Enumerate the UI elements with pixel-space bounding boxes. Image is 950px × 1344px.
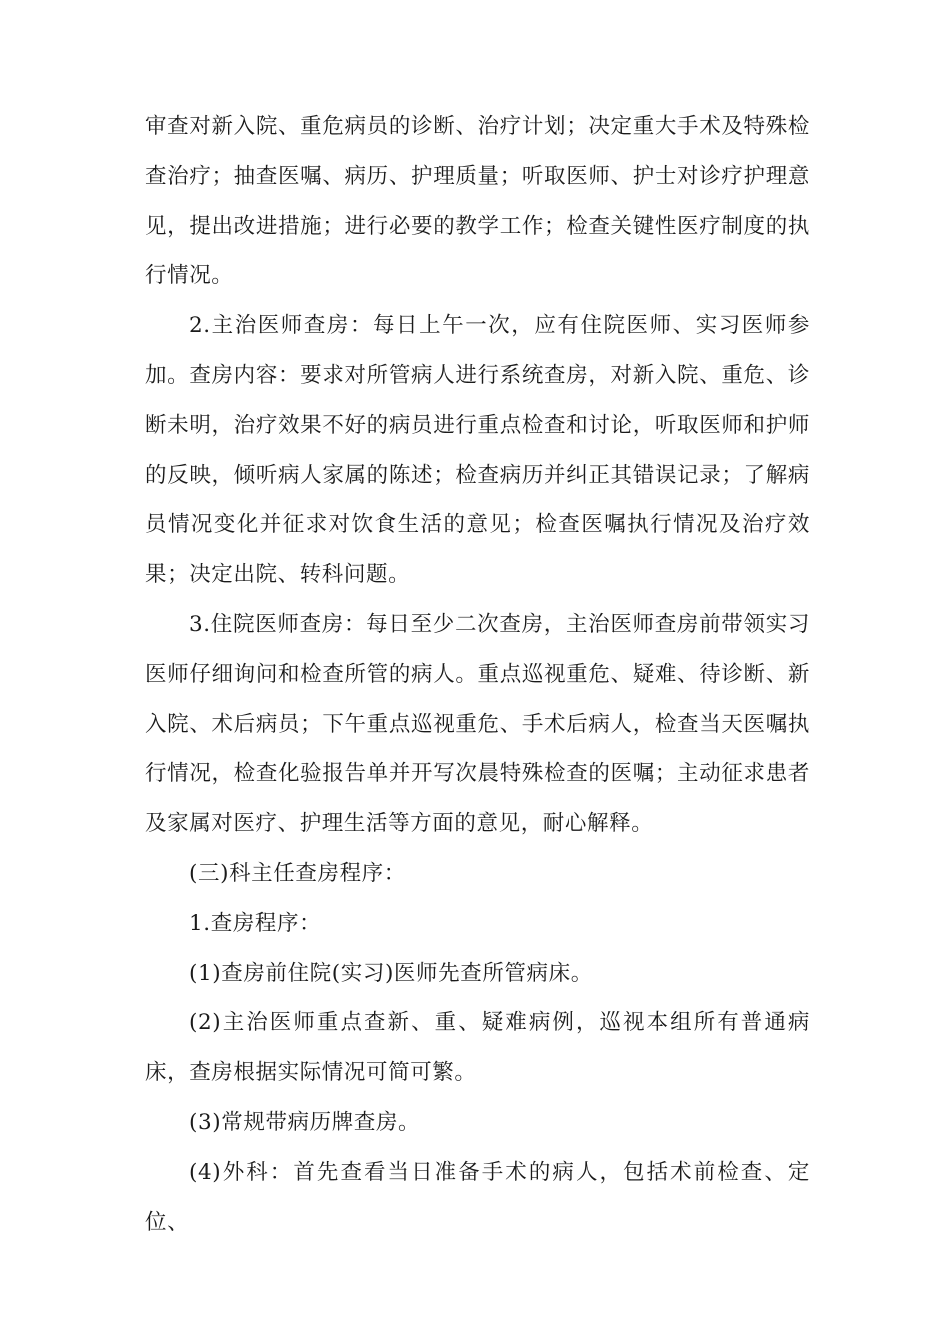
paragraph-3: 3.住院医师查房：每日至少二次查房，主治医师查房前带领实习医师仔细询问和检查所管的病人。重点巡视重危、疑难、待诊断、新入院、术后病员；下午重点巡视重危、手术后病人，检查当天医嘱执行情况，检查化验报告单并开写次晨特殊检查的医嘱；主动征求患者及家属对医疗、护理生活等方面的意见，耐心解释。 (145, 611, 810, 837)
paragraph-4: (三)科主任查房程序： (189, 860, 406, 886)
paragraph-8: (3)常规带病历牌查房。 (189, 1109, 421, 1135)
paragraph-6: (1)查房前住院(实习)医师先查所管病床。 (189, 960, 593, 986)
document-body (145, 102, 810, 1247)
paragraph-5: 1.查房程序： (189, 910, 322, 936)
paragraph-7: (2)主治医师重点查新、重、疑难病例，巡视本组所有普通病床，查房根据实际情况可简可繁。 (145, 1010, 810, 1086)
paragraph-1: 审查对新入院、重危病员的诊断、治疗计划；决定重大手术及特殊检查治疗；抽查医嘱、病历、护理质量；听取医师、护士对诊疗护理意见，提出改进措施；进行必要的教学工作；检查关键性医疗制度的执行情况。 (145, 114, 810, 289)
paragraph-9: (4)外科：首先查看当日准备手术的病人，包括术前检查、定位、 (145, 1159, 810, 1235)
paragraph-2: 2.主治医师查房：每日上午一次，应有住院医师、实习医师参加。查房内容：要求对所管病人进行系统查房，对新入院、重危、诊断未明，治疗效果不好的病员进行重点检查和讨论，听取医师和护师的反映，倾听病人家属的陈述；检查病历并纠正其错误记录；了解病员情况变化并征求对饮食生活的意见；检查医嘱执行情况及治疗效果；决定出院、转科问题。 (145, 313, 810, 588)
